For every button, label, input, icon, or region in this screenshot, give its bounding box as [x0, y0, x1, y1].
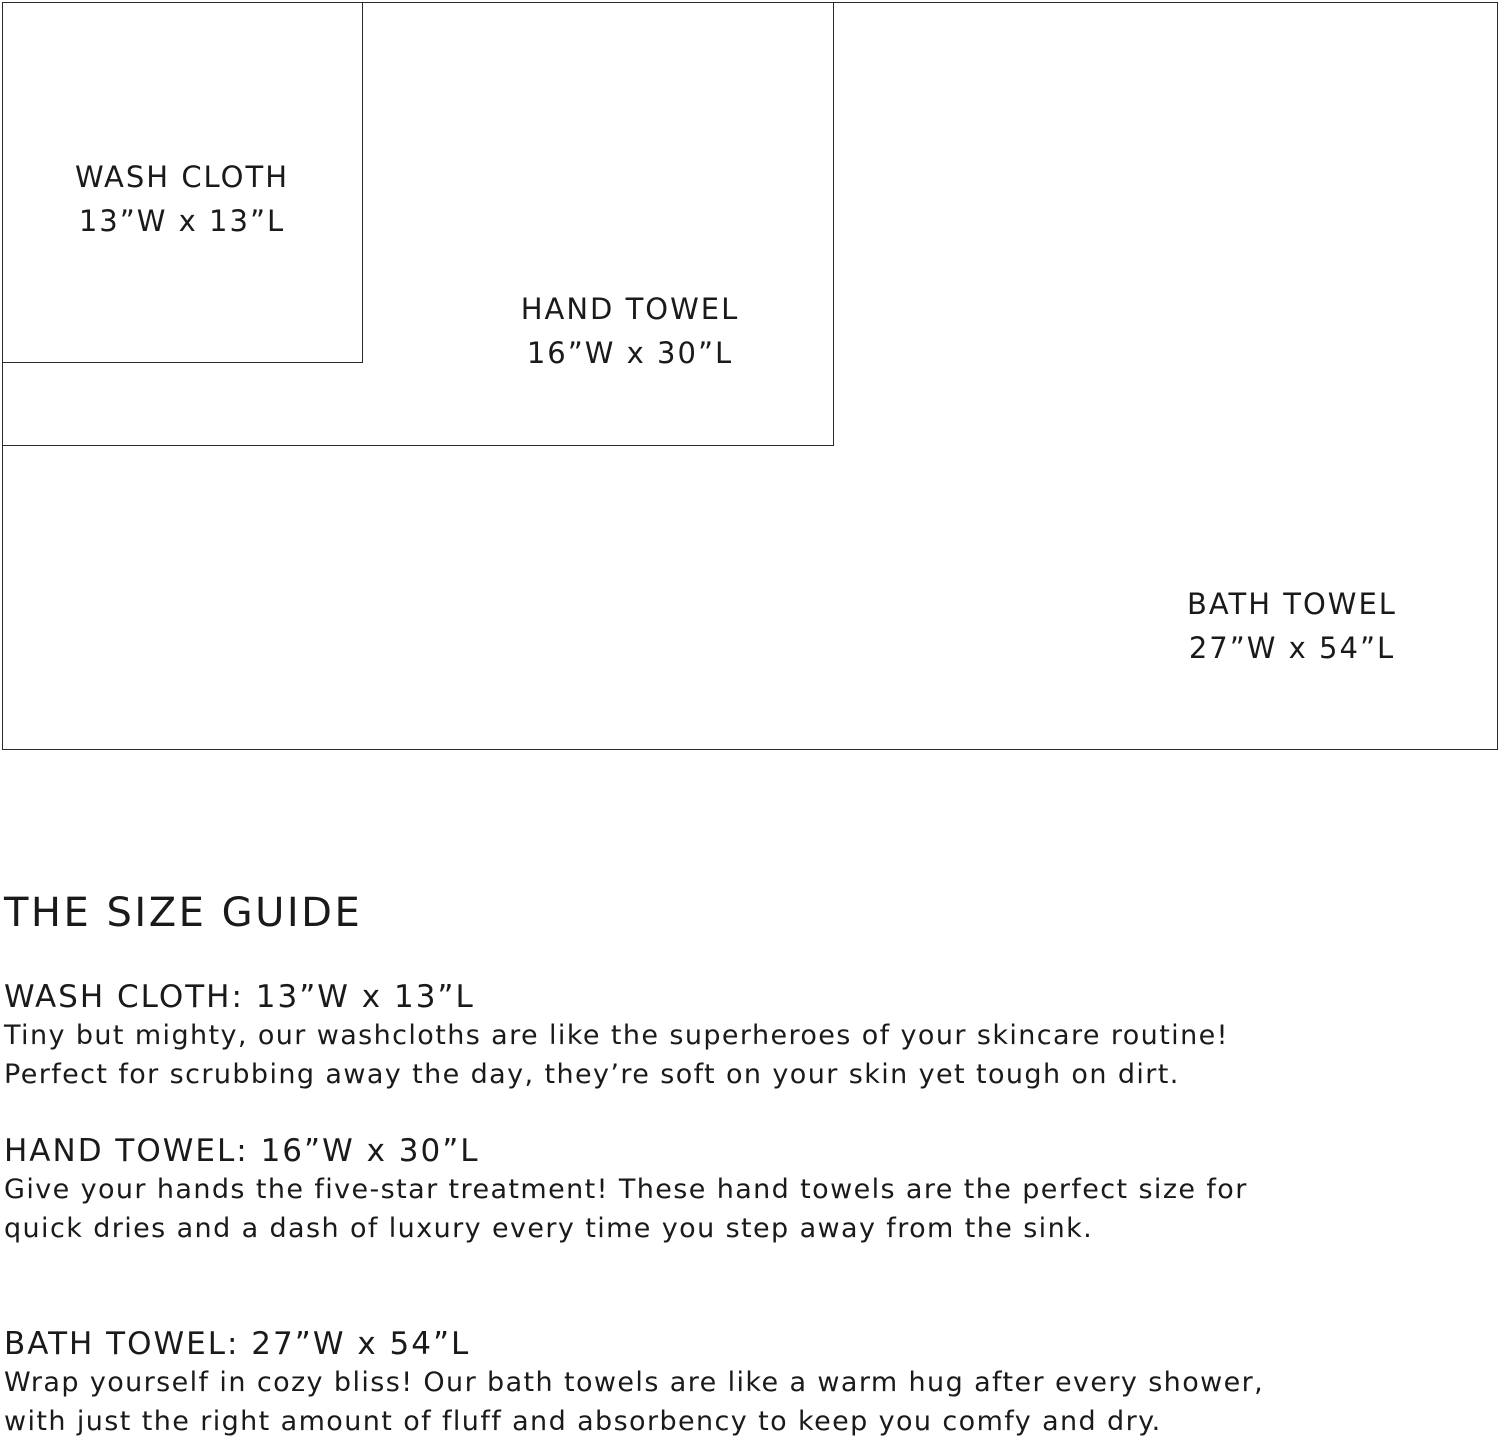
guide-title: THE SIZE GUIDE — [4, 890, 363, 936]
entry-description-line: Perfect for scrubbing away the day, they’re soft on your skin yet tough on dirt. — [4, 1059, 1180, 1090]
entry-description-line: with just the right amount of fluff and absorbency to keep you comfy and dry. — [4, 1406, 1162, 1437]
entry-description-line: Give your hands the five-star treatment! These hand towels are the perfect size for — [4, 1174, 1248, 1205]
bath-towel-size: 27”W x 54”L — [1188, 631, 1396, 665]
entry-heading: BATH TOWEL: 27”W x 54”L — [4, 1326, 471, 1362]
wash-cloth-label — [22, 155, 342, 243]
hand-towel-size: 16”W x 30”L — [526, 336, 734, 370]
guide-entry-wash-cloth — [4, 978, 1229, 1094]
hand-towel-name: HAND TOWEL — [520, 292, 740, 326]
entry-description-line: Wrap yourself in cozy bliss! Our bath towels are like a warm hug after every shower, — [4, 1367, 1265, 1398]
bath-towel-name: BATH TOWEL — [1187, 587, 1397, 621]
size-guide — [4, 888, 1484, 1437]
guide-entry-bath-towel — [4, 1325, 1264, 1441]
bath-towel-label — [1132, 582, 1452, 670]
entry-heading: HAND TOWEL: 16”W x 30”L — [4, 1133, 480, 1169]
entry-description-line: quick dries and a dash of luxury every time you step away from the sink. — [4, 1213, 1094, 1244]
entry-description-line: Tiny but mighty, our washcloths are like the superheroes of your skincare routine! — [4, 1020, 1229, 1051]
wash-cloth-size: 13”W x 13”L — [78, 204, 286, 238]
wash-cloth-name: WASH CLOTH — [74, 160, 290, 194]
guide-entry-hand-towel — [4, 1132, 1248, 1248]
entry-heading: WASH CLOTH: 13”W x 13”L — [4, 979, 475, 1015]
hand-towel-label — [470, 287, 790, 375]
